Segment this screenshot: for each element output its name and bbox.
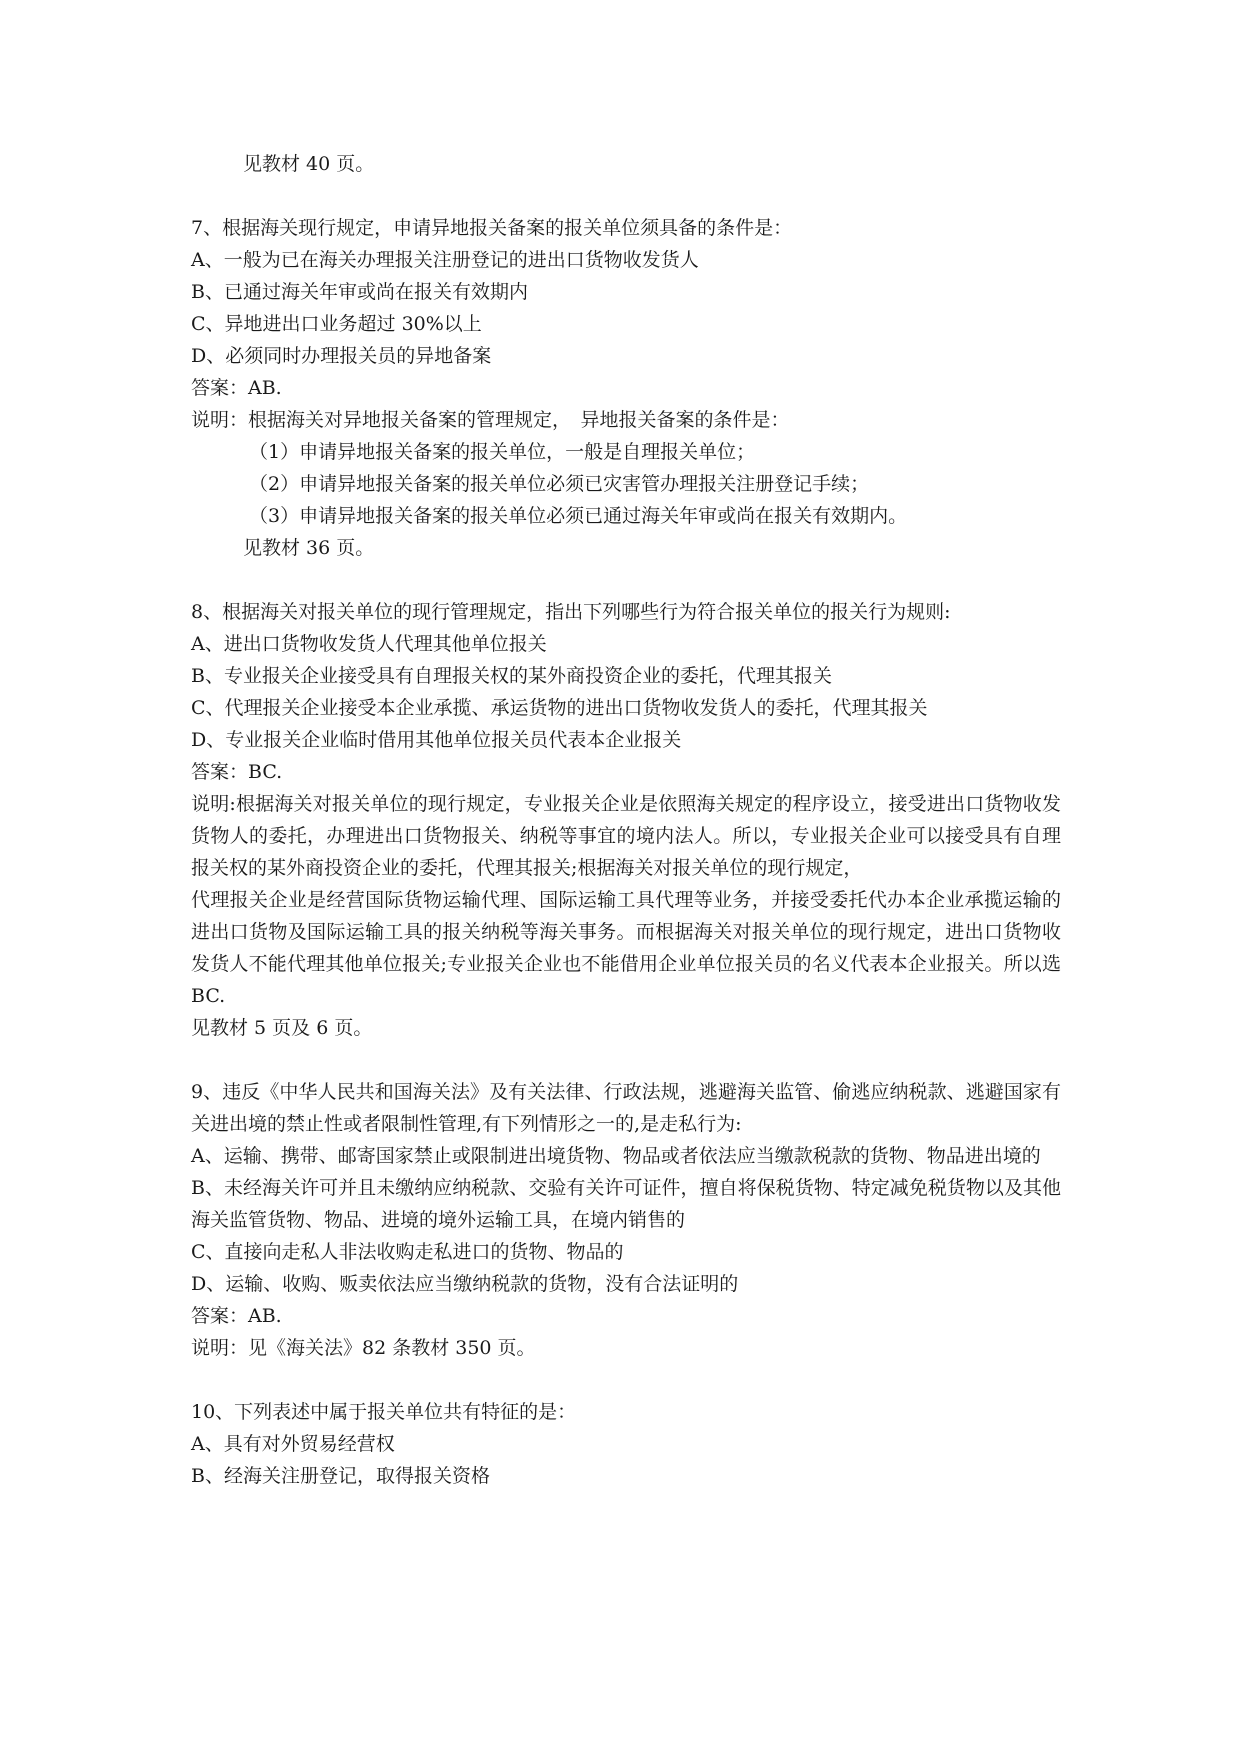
option-b: B、专业报关企业接受具有自理报关权的某外商投资企业的委托，代理其报关 [191,665,832,687]
question-block-8 [191,596,1061,1044]
answer-text: 答案：AB. [191,1305,282,1327]
document-body [191,148,1061,1492]
explanation-paragraph-2: 代理报关企业是经营国际货物运输代理、国际运输工具代理等业务，并接受委托代办本企业承揽运输的进出口货物及国际运输工具的报关纳税等海关事务。而根据海关对报关单位的现行规定，进出口货物收发货人不能代理其他单位报关;专业报关企业也不能借用企业单位报关员的名义代表本企业报关。所以选 BC. [191,889,1061,1007]
explanation-point-2: （2）申请异地报关备案的报关单位必须已灾害管办理报关注册登记手续； [249,473,870,495]
explanation-point-1: （1）申请异地报关备案的报关单位，一般是自理报关单位； [249,441,756,463]
question-block-10 [191,1396,1061,1492]
question-text: 8、根据海关对报关单位的现行管理规定，指出下列哪些行为符合报关单位的报关行为规则: [191,601,951,623]
explanation-text: 说明：见《海关法》82 条教材 350 页。 [191,1337,536,1359]
option-b: B、已通过海关年审或尚在报关有效期内 [191,281,528,303]
option-c: C、代理报关企业接受本企业承揽、承运货物的进出口货物收发货人的委托，代理其报关 [191,697,928,719]
option-d: D、必须同时办理报关员的异地备案 [191,345,492,367]
spacer [191,1044,1061,1076]
option-a: A、具有对外贸易经营权 [191,1433,395,1455]
explanation-paragraph-1: 说明:根据海关对报关单位的现行规定，专业报关企业是依照海关规定的程序设立，接受进出口货物收发货物人的委托，办理进出口货物报关、纳税等事宜的境内法人。所以，专业报关企业可以接受具有自理报关权的某外商投资企业的委托，代理其报关;根据海关对报关单位的现行规定， [191,793,1061,879]
option-c: C、直接向走私人非法收购走私进口的货物、物品的 [191,1241,624,1263]
answer-text: 答案：BC. [191,761,283,783]
explanation-text: 说明：根据海关对异地报关备案的管理规定， 异地报关备案的条件是： [191,409,790,431]
answer-text: 答案：AB. [191,377,282,399]
option-b: B、经海关注册登记，取得报关资格 [191,1465,490,1487]
explanation-point-3: （3）申请异地报关备案的报关单位必须已通过海关年审或尚在报关有效期内。 [249,505,908,527]
option-b: B、未经海关许可并且未缴纳应纳税款、交验有关许可证件，擅自将保税货物、特定减免税货物以及其他海关监管货物、物品、进境的境外运输工具，在境内销售的 [191,1177,1061,1231]
spacer [191,180,1061,212]
question-block-9 [191,1076,1061,1364]
option-d: D、专业报关企业临时借用其他单位报关员代表本企业报关 [191,729,682,751]
question-text: 10、下列表述中属于报关单位共有特征的是： [191,1401,577,1423]
reference-line: 见教材 40 页。 [243,153,375,175]
option-c: C、异地进出口业务超过 30%以上 [191,313,482,335]
reference-line: 见教材 36 页。 [243,537,375,559]
spacer [191,1364,1061,1396]
spacer [191,564,1061,596]
option-a: A、一般为已在海关办理报关注册登记的进出口货物收发货人 [191,249,699,271]
option-a: A、进出口货物收发货人代理其他单位报关 [191,633,547,655]
question-text: 9、违反《中华人民共和国海关法》及有关法律、行政法规，逃避海关监管、偷逃应纳税款、逃避国家有关进出境的禁止性或者限制性管理,有下列情形之一的,是走私行为: [191,1081,1061,1135]
question-block-7 [191,212,1061,564]
option-a: A、运输、携带、邮寄国家禁止或限制进出境货物、物品或者依法应当缴款税款的货物、物品进出境的 [191,1145,1041,1167]
question-text: 7、根据海关现行规定，申请异地报关备案的报关单位须具备的条件是： [191,217,793,239]
reference-line: 见教材 5 页及 6 页。 [191,1017,373,1039]
option-d: D、运输、收购、贩卖依法应当缴纳税款的货物，没有合法证明的 [191,1273,739,1295]
